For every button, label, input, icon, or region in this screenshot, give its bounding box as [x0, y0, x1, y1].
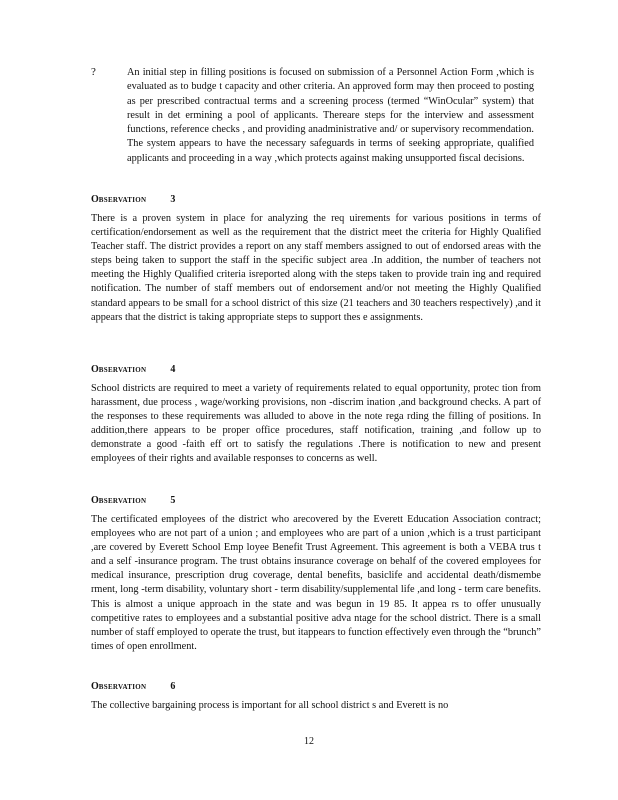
- observation-5: [91, 494, 541, 654]
- observation-6: [91, 680, 541, 713]
- observation-heading: OBSERVATION 6: [91, 681, 176, 692]
- observation-4: [91, 363, 541, 467]
- observation-heading: OBSERVATION 5: [91, 495, 176, 506]
- observation-number: 6: [170, 681, 176, 692]
- observation-number: 3: [170, 194, 176, 205]
- observation-number: 5: [170, 495, 176, 506]
- observation-body: School districts are required to meet a variety of requirements related to equal opportunity, protec tion from harassment, due process , wage/working provisions, non -discrim ination ,and background checks. A part of the responses to these requirements was alluded to above in the note rega rding the filling of positions. In addition,there appears to be proper office procedures, staff notification, training ,and follow up to demonstrate a good -faith eff ort to satisfy the regulations .There is notification to new and present employees of their rights and available responses to concerns as well.: [91, 383, 541, 465]
- observation-heading: OBSERVATION 3: [91, 194, 176, 205]
- page-number: 12: [304, 736, 314, 747]
- observation-body: The collective bargaining process is important for all school district s and Everett is no: [91, 700, 449, 711]
- bullet-marker: ?: [91, 66, 96, 78]
- observation-3: [91, 193, 541, 325]
- observation-number: 4: [170, 364, 176, 375]
- observation-body: The certificated employees of the district who arecovered by the Everett Education Association contract; employees who are not part of a union ; and employees who are part of a union ,which is a trust participant ,are covered by Everett School Emp loyee Benefit Trust Agreement. This agreement is both a VEBA trus t and a self -insurance program. The trust obtains insurance coverage on behalf of the covered employees for medical insurance, prescription drug coverage, dental benefits, basiclife and accidental death/dismembe rment, long -term disability, voluntary short - term disability/supplemental life ,and long - term care benefits. This is almost a unique approach in the state and was begun in 19 85. It appea rs to offer unusually competitive rates to employees and a substantial positive adva ntage for the school district. There is a small number of staff employed to operate the trust, but itappears to function effectively even through the “brunch” times of open enrollment.: [91, 514, 541, 652]
- observation-body: There is a proven system in place for analyzing the req uirements for various positions in terms of certification/endorsement as well as the requirement that the district meet the criteria for Highly Qualified Teacher staff. The district provides a report on any staff members assigned to out of endorsed areas with the steps being taken to support the staff in the specific subject area .In addition, the number of teachers not meeting the Highly Qualified criteria isreported along with the steps taken to provide train ing and required notification. The number of staff members out of endorsement and/or not meeting the Highly Qualified standard appears to be small for a school district of this size (21 teachers and 30 teachers respectively) ,and it appears that the district is taking appropriate steps to support thes e assignments.: [91, 213, 541, 323]
- bullet-text: An initial step in filling positions is focused on submission of a Personnel Action Form ,which is evaluated as to budge t capacity and other criteria. An approved form may then proceed to posting as per prescribed contractual terms and a screening process (termed “WinOcular” system) that result in det ermining a pool of applicants. Thereare steps for the interview and assessment functions, reference checks , and providing anadministrative and/ or supervisory recommendation. The system appears to have the necessary safeguards in terms of seeking appropriate, qualified applicants and proceeding in a way ,which protects against making unsupported fiscal decisions.: [127, 67, 534, 164]
- observation-heading: OBSERVATION 4: [91, 364, 176, 375]
